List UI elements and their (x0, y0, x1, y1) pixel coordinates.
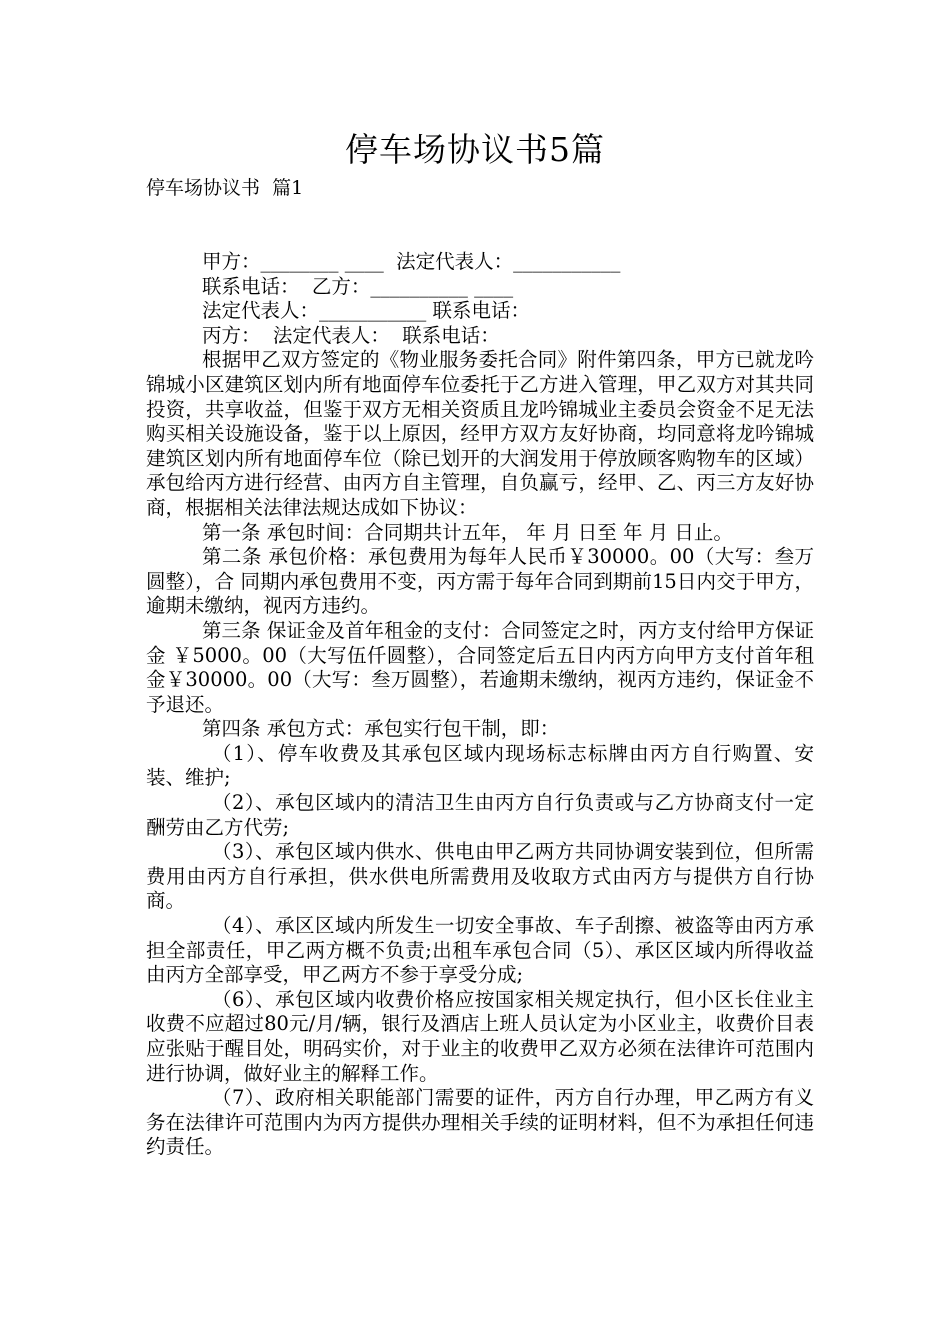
clause-item: （4）、承区区域内所发生一切安全事故、车子刮擦、被盗等由丙方承担全部责任，甲乙两方概不负责;出租车承包合同（5）、承区区域内所得收益由丙方全部享受，甲乙两方不参于享受分成; (146, 914, 814, 987)
party-line: 法定代表人：___________ 联系电话： (202, 299, 530, 323)
party-line: 丙方： 法定代表人： 联系电话： (202, 323, 500, 347)
section-heading: 停车场协议书 篇1 (146, 177, 304, 199)
clause-paragraph: 第四条 承包方式：承包实行包干制，即： (202, 717, 560, 741)
clause-paragraph: 第一条 承包时间：合同期共计五年， 年 月 日至 年 月 日止。 (202, 520, 733, 544)
clause-item: （2）、承包区域内的清洁卫生由丙方自行负责或与乙方协商支付一定酬劳由乙方代劳; (146, 791, 814, 839)
clause-paragraph: 第二条 承包价格：承包费用为每年人民币￥30000。00（大写：叁万圆整），合 同期内承包费用不变，丙方需于每年合同到期前15日内交于甲方，逾期未缴纳，视丙方违约。 (146, 545, 814, 618)
party-line: 甲方：________ ____ 法定代表人：___________ (202, 250, 621, 273)
clause-item: （6）、承包区域内收费价格应按国家相关规定执行，但小区长住业主收费不应超过80元/月/辆，银行及酒店上班人员认定为小区业主，收费价目表应张贴于醒目处，明码实价，对于业主的收费甲乙双方必须在法律许可范围内进行协调，做好业主的解释工作。 (146, 987, 814, 1085)
clause-item: （1）、停车收费及其承包区域内现场标志标牌由丙方自行购置、安装、维护; (146, 741, 814, 790)
party-line: 联系电话： 乙方：__________ ____ (202, 274, 514, 298)
document-title: 停车场协议书5篇 (345, 130, 605, 169)
clause-item: （3）、承包区域内供水、供电由甲乙两方共同协调安装到位，但所需费用由丙方自行承担，供水供电所需费用及收取方式由丙方与提供方自行协商。 (146, 840, 814, 913)
document-body (146, 250, 814, 1160)
paragraph: 根据甲乙双方签定的《物业服务委托合同》附件第四条，甲方已就龙吟锦城小区建筑区划内所有地面停车位委托于乙方进入管理，甲乙双方对其共同投资，共享收益，但鉴于双方无相关资质且龙吟锦城业主委员会资金不足无法购买相关设施设备，鉴于以上原因，经甲方双方友好协商，均同意将龙吟锦城建筑区划内所有地面停车位（除已划开的大润发用于停放顾客购物车的区域）承包给丙方进行经营、由丙方自主管理，自负赢亏，经甲、乙、丙三方友好协商，根据相关法律法规达成如下协议： (146, 348, 814, 519)
clause-paragraph: 第三条 保证金及首年租金的支付：合同签定之时，丙方支付给甲方保证金 ￥5000。00（大写伍仟圆整），合同签定后五日内丙方向甲方支付首年租金￥30000。00（大写：叁万圆整），若逾期未缴纳，视丙方违约，保证金不予退还。 (146, 618, 814, 716)
clause-item: （7）、政府相关职能部门需要的证件，丙方自行办理，甲乙两方有义务在法律许可范围内为丙方提供办理相关手续的证明材料，但不为承担任何违约责任。 (146, 1086, 814, 1159)
